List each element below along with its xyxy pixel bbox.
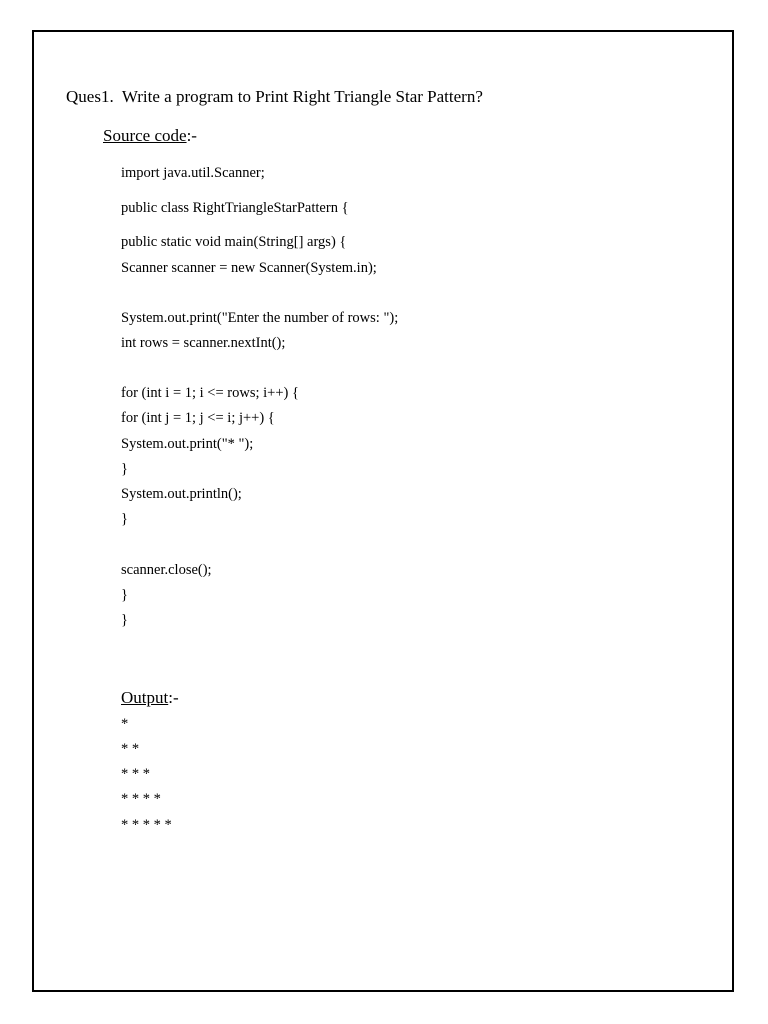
code-line: System.out.print("Enter the number of rows: "); (121, 310, 399, 326)
output-heading-label: Output (121, 688, 169, 707)
output-line: * * (121, 741, 140, 757)
output-line: * * * * (121, 791, 161, 807)
code-line: System.out.print("* "); (121, 436, 254, 452)
output-line: * * * (121, 766, 150, 782)
code-line: System.out.println(); (121, 486, 242, 502)
code-line: } (121, 587, 128, 603)
code-line: int rows = scanner.nextInt(); (121, 335, 286, 351)
code-line: scanner.close(); (121, 562, 212, 578)
output-heading (121, 687, 179, 709)
output-heading-suffix: :- (168, 688, 179, 707)
code-line: } (121, 612, 128, 628)
code-line: for (int j = 1; j <= i; j++) { (121, 410, 275, 426)
code-line: for (int i = 1; i <= rows; i++) { (121, 385, 299, 401)
question-text: Ques1. Write a program to Print Right Triangle Star Pattern? (66, 87, 483, 106)
code-line: import java.util.Scanner; (121, 165, 265, 181)
output-line: * (121, 716, 129, 732)
code-line: } (121, 461, 128, 477)
code-line: Scanner scanner = new Scanner(System.in); (121, 260, 377, 276)
code-line: public class RightTriangleStarPattern { (121, 200, 349, 216)
code-line: } (121, 511, 128, 527)
source-code-heading-label: Source code (103, 126, 187, 145)
source-code-heading (103, 125, 197, 147)
code-line: public static void main(String[] args) { (121, 234, 347, 250)
source-code-heading-suffix: :- (186, 126, 197, 145)
output-line: * * * * * (121, 817, 172, 833)
